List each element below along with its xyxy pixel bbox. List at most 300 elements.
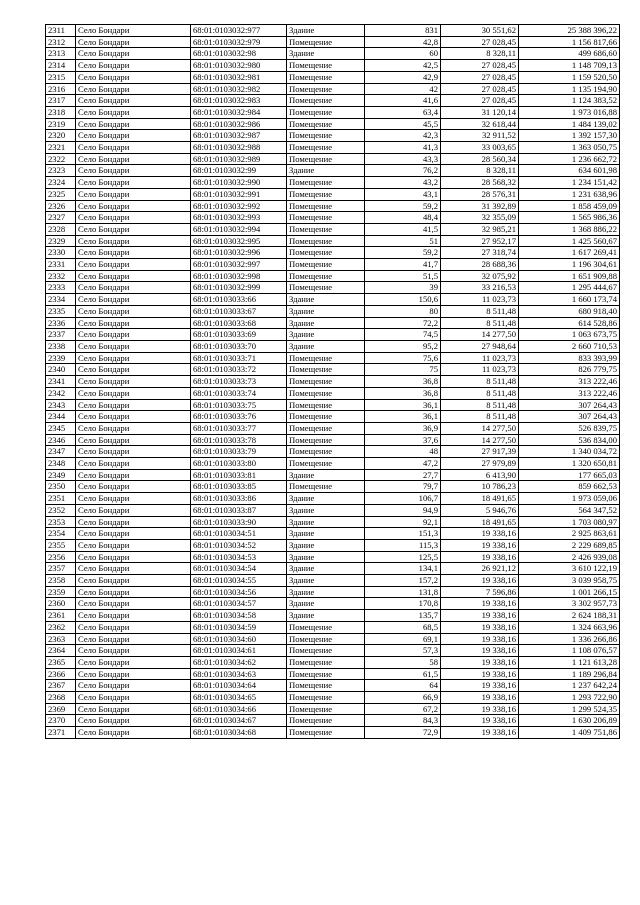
object-type-cell: Помещение	[287, 387, 365, 399]
settlement-cell: Село Бондари	[76, 446, 191, 458]
cadastral-value-cell: 1 148 709,13	[519, 60, 620, 72]
row-number-cell: 2367	[46, 680, 76, 692]
unit-price-cell: 19 338,16	[441, 610, 519, 622]
cadastral-value-cell: 307 264,43	[519, 399, 620, 411]
settlement-cell: Село Бондари	[76, 715, 191, 727]
settlement-cell: Село Бондари	[76, 703, 191, 715]
area-cell: 37,6	[365, 434, 441, 446]
table-row	[46, 270, 620, 282]
unit-price-cell: 28 568,32	[441, 177, 519, 189]
cadastral-value-cell: 3 610 122,19	[519, 563, 620, 575]
settlement-cell: Село Бондари	[76, 504, 191, 516]
table-row	[46, 434, 620, 446]
unit-price-cell: 19 338,16	[441, 621, 519, 633]
unit-price-cell: 19 338,16	[441, 703, 519, 715]
row-number-cell: 2353	[46, 516, 76, 528]
table-row	[46, 71, 620, 83]
unit-price-cell: 8 511,48	[441, 305, 519, 317]
object-type-cell: Здание	[287, 305, 365, 317]
row-number-cell: 2348	[46, 458, 76, 470]
row-number-cell: 2327	[46, 212, 76, 224]
table-row	[46, 340, 620, 352]
row-number-cell: 2349	[46, 469, 76, 481]
unit-price-cell: 27 948,64	[441, 340, 519, 352]
area-cell: 43,1	[365, 188, 441, 200]
cadastral-number-cell: 68:01:0103032:992	[191, 200, 287, 212]
cadastral-number-cell: 68:01:0103033:66	[191, 294, 287, 306]
object-type-cell: Здание	[287, 516, 365, 528]
object-type-cell: Помещение	[287, 153, 365, 165]
area-cell: 60	[365, 48, 441, 60]
object-type-cell: Помещение	[287, 376, 365, 388]
settlement-cell: Село Бондари	[76, 621, 191, 633]
row-number-cell: 2344	[46, 411, 76, 423]
object-type-cell: Помещение	[287, 106, 365, 118]
cadastral-number-cell: 68:01:0103033:78	[191, 434, 287, 446]
area-cell: 36,1	[365, 399, 441, 411]
table-row	[46, 95, 620, 107]
area-cell: 45,5	[365, 118, 441, 130]
settlement-cell: Село Бондари	[76, 528, 191, 540]
cadastral-value-cell: 1 363 050,75	[519, 142, 620, 154]
settlement-cell: Село Бондари	[76, 212, 191, 224]
cadastral-number-cell: 68:01:0103032:989	[191, 153, 287, 165]
area-cell: 42,8	[365, 36, 441, 48]
unit-price-cell: 19 338,16	[441, 551, 519, 563]
table-row	[46, 493, 620, 505]
cadastral-value-cell: 634 601,98	[519, 165, 620, 177]
area-cell: 69,1	[365, 633, 441, 645]
cadastral-number-cell: 68:01:0103034:63	[191, 668, 287, 680]
row-number-cell: 2369	[46, 703, 76, 715]
area-cell: 66,9	[365, 692, 441, 704]
unit-price-cell: 19 338,16	[441, 656, 519, 668]
row-number-cell: 2326	[46, 200, 76, 212]
table-row	[46, 212, 620, 224]
cadastral-number-cell: 68:01:0103033:72	[191, 364, 287, 376]
row-number-cell: 2352	[46, 504, 76, 516]
object-type-cell: Помещение	[287, 212, 365, 224]
area-cell: 79,7	[365, 481, 441, 493]
unit-price-cell: 30 551,62	[441, 25, 519, 37]
row-number-cell: 2371	[46, 727, 76, 739]
area-cell: 84,3	[365, 715, 441, 727]
settlement-cell: Село Бондари	[76, 610, 191, 622]
object-type-cell: Здание	[287, 504, 365, 516]
cadastral-number-cell: 68:01:0103032:997	[191, 259, 287, 271]
row-number-cell: 2346	[46, 434, 76, 446]
unit-price-cell: 19 338,16	[441, 539, 519, 551]
unit-price-cell: 28 560,34	[441, 153, 519, 165]
settlement-cell: Село Бондари	[76, 352, 191, 364]
area-cell: 106,7	[365, 493, 441, 505]
settlement-cell: Село Бондари	[76, 282, 191, 294]
object-type-cell: Здание	[287, 575, 365, 587]
cadastral-value-cell: 1 484 139,02	[519, 118, 620, 130]
table-row	[46, 528, 620, 540]
object-type-cell: Здание	[287, 317, 365, 329]
row-number-cell: 2333	[46, 282, 76, 294]
area-cell: 43,3	[365, 153, 441, 165]
cadastral-number-cell: 68:01:0103032:977	[191, 25, 287, 37]
settlement-cell: Село Бондари	[76, 645, 191, 657]
area-cell: 51	[365, 235, 441, 247]
settlement-cell: Село Бондари	[76, 188, 191, 200]
table-row	[46, 259, 620, 271]
settlement-cell: Село Бондари	[76, 340, 191, 352]
cadastral-number-cell: 68:01:0103033:76	[191, 411, 287, 423]
object-type-cell: Здание	[287, 469, 365, 481]
cadastral-value-cell: 680 918,40	[519, 305, 620, 317]
settlement-cell: Село Бондари	[76, 387, 191, 399]
cadastral-value-cell: 564 347,52	[519, 504, 620, 516]
settlement-cell: Село Бондари	[76, 633, 191, 645]
cadastral-value-cell: 3 302 957,73	[519, 598, 620, 610]
cadastral-number-cell: 68:01:0103032:99	[191, 165, 287, 177]
cadastral-number-cell: 68:01:0103032:991	[191, 188, 287, 200]
object-type-cell: Помещение	[287, 633, 365, 645]
area-cell: 125,5	[365, 551, 441, 563]
area-cell: 42,3	[365, 130, 441, 142]
cadastral-number-cell: 68:01:0103032:979	[191, 36, 287, 48]
cadastral-number-cell: 68:01:0103034:68	[191, 727, 287, 739]
cadastral-number-cell: 68:01:0103032:988	[191, 142, 287, 154]
cadastral-number-cell: 68:01:0103033:75	[191, 399, 287, 411]
object-type-cell: Помещение	[287, 142, 365, 154]
row-number-cell: 2319	[46, 118, 76, 130]
unit-price-cell: 19 338,16	[441, 727, 519, 739]
cadastral-number-cell: 68:01:0103033:67	[191, 305, 287, 317]
area-cell: 64	[365, 680, 441, 692]
object-type-cell: Помещение	[287, 656, 365, 668]
table-row	[46, 48, 620, 60]
cadastral-value-cell: 1 973 016,88	[519, 106, 620, 118]
table-row	[46, 305, 620, 317]
row-number-cell: 2338	[46, 340, 76, 352]
object-type-cell: Помещение	[287, 200, 365, 212]
cadastral-value-cell: 833 393,99	[519, 352, 620, 364]
cadastral-number-cell: 68:01:0103033:90	[191, 516, 287, 528]
table-row	[46, 223, 620, 235]
row-number-cell: 2337	[46, 329, 76, 341]
cadastral-value-cell: 1 124 383,52	[519, 95, 620, 107]
unit-price-cell: 8 511,48	[441, 411, 519, 423]
object-type-cell: Помещение	[287, 71, 365, 83]
area-cell: 41,7	[365, 259, 441, 271]
cadastral-value-cell: 1 617 269,41	[519, 247, 620, 259]
object-type-cell: Помещение	[287, 680, 365, 692]
table-row	[46, 516, 620, 528]
cadastral-number-cell: 68:01:0103034:59	[191, 621, 287, 633]
row-number-cell: 2365	[46, 656, 76, 668]
area-cell: 59,2	[365, 200, 441, 212]
cadastral-value-cell: 1 409 751,86	[519, 727, 620, 739]
row-number-cell: 2358	[46, 575, 76, 587]
cadastral-value-cell: 1 651 909,88	[519, 270, 620, 282]
row-number-cell: 2325	[46, 188, 76, 200]
area-cell: 41,6	[365, 95, 441, 107]
unit-price-cell: 8 511,48	[441, 376, 519, 388]
object-type-cell: Помещение	[287, 60, 365, 72]
cadastral-number-cell: 68:01:0103032:999	[191, 282, 287, 294]
area-cell: 42	[365, 83, 441, 95]
settlement-cell: Село Бондари	[76, 200, 191, 212]
object-type-cell: Здание	[287, 340, 365, 352]
area-cell: 47,2	[365, 458, 441, 470]
area-cell: 48,4	[365, 212, 441, 224]
cadastral-number-cell: 68:01:0103033:73	[191, 376, 287, 388]
area-cell: 80	[365, 305, 441, 317]
cadastral-value-cell: 1 236 662,72	[519, 153, 620, 165]
table-row	[46, 715, 620, 727]
table-row	[46, 130, 620, 142]
object-type-cell: Помещение	[287, 188, 365, 200]
area-cell: 94,9	[365, 504, 441, 516]
cadastral-value-cell: 1 234 151,42	[519, 177, 620, 189]
cadastral-value-cell: 313 222,46	[519, 387, 620, 399]
settlement-cell: Село Бондари	[76, 259, 191, 271]
object-type-cell: Помещение	[287, 481, 365, 493]
area-cell: 131,8	[365, 586, 441, 598]
row-number-cell: 2323	[46, 165, 76, 177]
row-number-cell: 2350	[46, 481, 76, 493]
row-number-cell: 2328	[46, 223, 76, 235]
unit-price-cell: 7 596,86	[441, 586, 519, 598]
area-cell: 115,3	[365, 539, 441, 551]
row-number-cell: 2313	[46, 48, 76, 60]
unit-price-cell: 27 028,45	[441, 83, 519, 95]
cadastral-number-cell: 68:01:0103034:66	[191, 703, 287, 715]
table-row	[46, 352, 620, 364]
row-number-cell: 2366	[46, 668, 76, 680]
settlement-cell: Село Бондари	[76, 563, 191, 575]
cadastral-value-cell: 2 660 710,53	[519, 340, 620, 352]
settlement-cell: Село Бондари	[76, 692, 191, 704]
object-type-cell: Здание	[287, 586, 365, 598]
table-row	[46, 680, 620, 692]
area-cell: 170,8	[365, 598, 441, 610]
cadastral-value-cell: 1 630 206,89	[519, 715, 620, 727]
settlement-cell: Село Бондари	[76, 130, 191, 142]
table-row	[46, 376, 620, 388]
area-cell: 39	[365, 282, 441, 294]
object-type-cell: Помещение	[287, 692, 365, 704]
unit-price-cell: 19 338,16	[441, 680, 519, 692]
unit-price-cell: 28 688,36	[441, 259, 519, 271]
table-row	[46, 282, 620, 294]
area-cell: 59,2	[365, 247, 441, 259]
unit-price-cell: 19 338,16	[441, 575, 519, 587]
cadastral-value-cell: 25 388 396,22	[519, 25, 620, 37]
cadastral-number-cell: 68:01:0103033:68	[191, 317, 287, 329]
row-number-cell: 2354	[46, 528, 76, 540]
row-number-cell: 2363	[46, 633, 76, 645]
unit-price-cell: 10 786,23	[441, 481, 519, 493]
area-cell: 36,8	[365, 376, 441, 388]
cadastral-value-cell: 536 834,00	[519, 434, 620, 446]
table-body	[46, 25, 620, 739]
object-type-cell: Помещение	[287, 352, 365, 364]
area-cell: 57,3	[365, 645, 441, 657]
settlement-cell: Село Бондари	[76, 469, 191, 481]
row-number-cell: 2343	[46, 399, 76, 411]
row-number-cell: 2312	[46, 36, 76, 48]
object-type-cell: Помещение	[287, 364, 365, 376]
area-cell: 157,2	[365, 575, 441, 587]
object-type-cell: Помещение	[287, 282, 365, 294]
table-row	[46, 703, 620, 715]
row-number-cell: 2361	[46, 610, 76, 622]
area-cell: 76,2	[365, 165, 441, 177]
area-cell: 36,1	[365, 411, 441, 423]
table-row	[46, 422, 620, 434]
settlement-cell: Село Бондари	[76, 481, 191, 493]
area-cell: 36,8	[365, 387, 441, 399]
settlement-cell: Село Бондари	[76, 516, 191, 528]
table-row	[46, 411, 620, 423]
settlement-cell: Село Бондари	[76, 376, 191, 388]
settlement-cell: Село Бондари	[76, 399, 191, 411]
settlement-cell: Село Бондари	[76, 118, 191, 130]
row-number-cell: 2355	[46, 539, 76, 551]
cadastral-number-cell: 68:01:0103034:52	[191, 539, 287, 551]
table-row	[46, 165, 620, 177]
cadastral-number-cell: 68:01:0103033:85	[191, 481, 287, 493]
area-cell: 135,7	[365, 610, 441, 622]
cadastral-number-cell: 68:01:0103034:60	[191, 633, 287, 645]
object-type-cell: Помещение	[287, 223, 365, 235]
area-cell: 72,2	[365, 317, 441, 329]
unit-price-cell: 19 338,16	[441, 598, 519, 610]
object-type-cell: Здание	[287, 610, 365, 622]
settlement-cell: Село Бондари	[76, 165, 191, 177]
cadastral-number-cell: 68:01:0103033:77	[191, 422, 287, 434]
cadastral-value-cell: 1 324 663,96	[519, 621, 620, 633]
row-number-cell: 2321	[46, 142, 76, 154]
table-row	[46, 294, 620, 306]
unit-price-cell: 8 511,48	[441, 399, 519, 411]
row-number-cell: 2324	[46, 177, 76, 189]
object-type-cell: Здание	[287, 48, 365, 60]
area-cell: 41,3	[365, 142, 441, 154]
cadastral-value-cell: 1 565 986,36	[519, 212, 620, 224]
cadastral-value-cell: 1 392 157,30	[519, 130, 620, 142]
cadastral-value-cell: 313 222,46	[519, 376, 620, 388]
object-type-cell: Помещение	[287, 434, 365, 446]
unit-price-cell: 19 338,16	[441, 668, 519, 680]
unit-price-cell: 19 338,16	[441, 715, 519, 727]
settlement-cell: Село Бондари	[76, 71, 191, 83]
cadastral-number-cell: 68:01:0103033:69	[191, 329, 287, 341]
area-cell: 36,9	[365, 422, 441, 434]
unit-price-cell: 19 338,16	[441, 692, 519, 704]
cadastral-number-cell: 68:01:0103034:65	[191, 692, 287, 704]
settlement-cell: Село Бондари	[76, 329, 191, 341]
area-cell: 72,9	[365, 727, 441, 739]
table-row	[46, 727, 620, 739]
object-type-cell: Помещение	[287, 645, 365, 657]
cadastral-value-cell: 826 779,75	[519, 364, 620, 376]
object-type-cell: Помещение	[287, 458, 365, 470]
document-page	[45, 24, 619, 739]
cadastral-number-cell: 68:01:0103034:54	[191, 563, 287, 575]
settlement-cell: Село Бондари	[76, 680, 191, 692]
table-row	[46, 399, 620, 411]
table-row	[46, 539, 620, 551]
row-number-cell: 2359	[46, 586, 76, 598]
unit-price-cell: 27 952,17	[441, 235, 519, 247]
row-number-cell: 2317	[46, 95, 76, 107]
cadastral-number-cell: 68:01:0103032:983	[191, 95, 287, 107]
table-row	[46, 645, 620, 657]
settlement-cell: Село Бондари	[76, 247, 191, 259]
cadastral-value-cell: 2 426 939,08	[519, 551, 620, 563]
unit-price-cell: 32 355,09	[441, 212, 519, 224]
cadastral-value-cell: 1 237 642,24	[519, 680, 620, 692]
unit-price-cell: 18 491,65	[441, 493, 519, 505]
table-row	[46, 598, 620, 610]
settlement-cell: Село Бондари	[76, 575, 191, 587]
object-type-cell: Здание	[287, 493, 365, 505]
row-number-cell: 2362	[46, 621, 76, 633]
cadastral-number-cell: 68:01:0103032:980	[191, 60, 287, 72]
cadastral-value-cell: 859 662,53	[519, 481, 620, 493]
area-cell: 151,3	[365, 528, 441, 540]
cadastral-number-cell: 68:01:0103033:87	[191, 504, 287, 516]
area-cell: 67,2	[365, 703, 441, 715]
property-table	[45, 24, 620, 739]
area-cell: 75,6	[365, 352, 441, 364]
unit-price-cell: 14 277,50	[441, 422, 519, 434]
row-number-cell: 2331	[46, 259, 76, 271]
settlement-cell: Село Бондари	[76, 668, 191, 680]
table-row	[46, 692, 620, 704]
cadastral-value-cell: 2 229 689,85	[519, 539, 620, 551]
object-type-cell: Здание	[287, 563, 365, 575]
settlement-cell: Село Бондари	[76, 656, 191, 668]
table-row	[46, 458, 620, 470]
settlement-cell: Село Бондари	[76, 422, 191, 434]
settlement-cell: Село Бондари	[76, 83, 191, 95]
area-cell: 43,2	[365, 177, 441, 189]
row-number-cell: 2341	[46, 376, 76, 388]
unit-price-cell: 19 338,16	[441, 645, 519, 657]
unit-price-cell: 27 028,45	[441, 95, 519, 107]
unit-price-cell: 27 318,74	[441, 247, 519, 259]
cadastral-value-cell: 1 299 524,35	[519, 703, 620, 715]
object-type-cell: Помещение	[287, 235, 365, 247]
unit-price-cell: 11 023,73	[441, 364, 519, 376]
area-cell: 95,2	[365, 340, 441, 352]
cadastral-number-cell: 68:01:0103034:57	[191, 598, 287, 610]
area-cell: 74,5	[365, 329, 441, 341]
cadastral-number-cell: 68:01:0103033:70	[191, 340, 287, 352]
cadastral-number-cell: 68:01:0103034:51	[191, 528, 287, 540]
row-number-cell: 2322	[46, 153, 76, 165]
cadastral-number-cell: 68:01:0103032:996	[191, 247, 287, 259]
row-number-cell: 2339	[46, 352, 76, 364]
row-number-cell: 2364	[46, 645, 76, 657]
object-type-cell: Помещение	[287, 177, 365, 189]
table-row	[46, 621, 620, 633]
unit-price-cell: 18 491,65	[441, 516, 519, 528]
cadastral-number-cell: 68:01:0103033:86	[191, 493, 287, 505]
area-cell: 150,6	[365, 294, 441, 306]
object-type-cell: Здание	[287, 551, 365, 563]
table-row	[46, 247, 620, 259]
unit-price-cell: 31 120,14	[441, 106, 519, 118]
object-type-cell: Здание	[287, 539, 365, 551]
